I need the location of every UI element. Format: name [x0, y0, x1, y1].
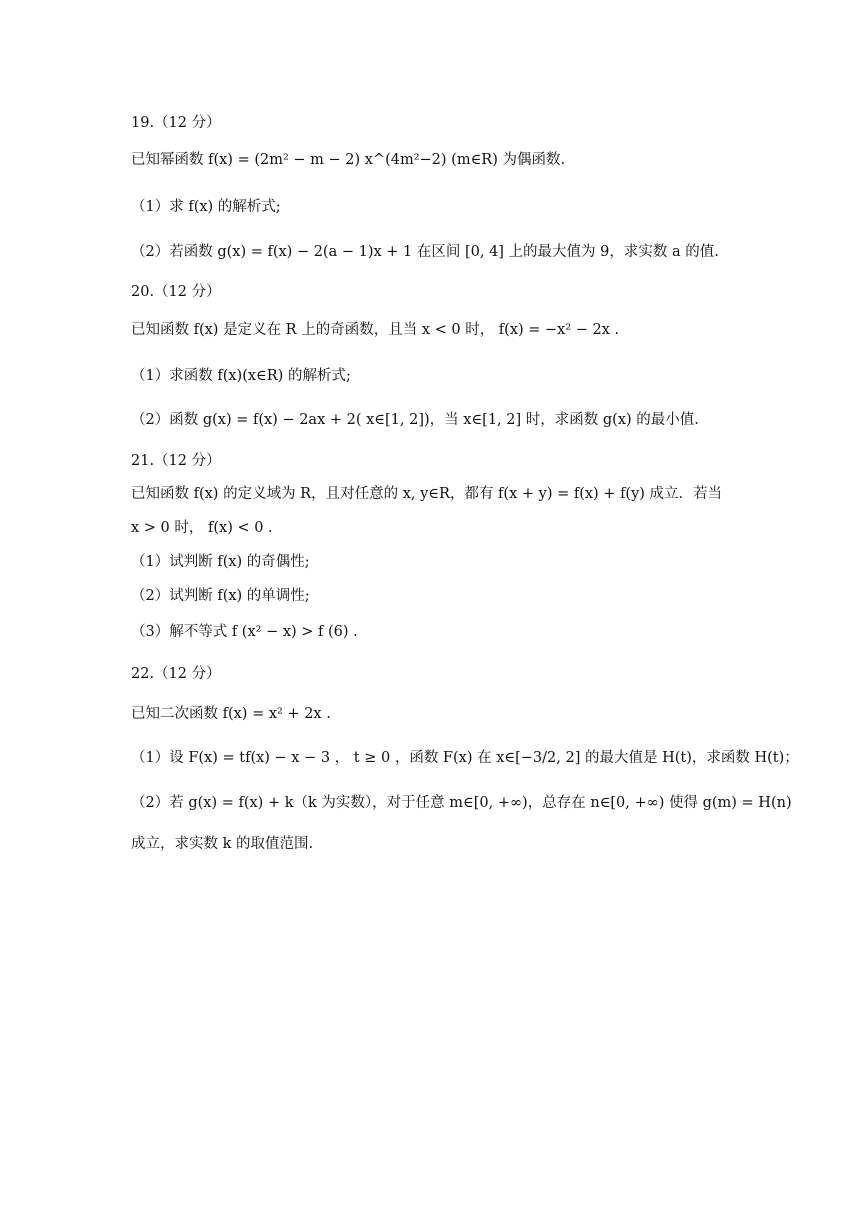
problem-21-part-1: （1）试判断 f(x) 的奇偶性; — [131, 554, 310, 570]
problem-20-part-2: （2）函数 g(x) = f(x) − 2ax + 2( x∈[1, 2])，当 x∈[1, 2] 时，求函数 g(x) 的最小值. — [131, 412, 699, 428]
problem-21-part-3: （3）解不等式 f (x² − x) > f (6) . — [131, 624, 358, 640]
problem-21-part-2: （2）试判断 f(x) 的单调性; — [131, 588, 310, 604]
problem-22-part-2-continued: 成立，求实数 k 的取值范围. — [131, 836, 314, 852]
problem-21-stem: 已知函数 f(x) 的定义域为 R，且对任意的 x, y∈R，都有 f(x + y) = f(x) + f(y) 成立．若当 — [131, 486, 723, 502]
problem-20-header: 20.（12 分） — [131, 284, 221, 300]
problem-22-part-2: （2）若 g(x) = f(x) + k（k 为实数），对于任意 m∈[0, +∞)，总存在 n∈[0, +∞) 使得 g(m) = H(n) — [131, 795, 792, 811]
problem-20-part-1: （1）求函数 f(x)(x∈R) 的解析式; — [131, 368, 351, 384]
problem-22-header: 22.（12 分） — [131, 666, 221, 682]
problem-22-part-1: （1）设 F(x) = tf(x) − x − 3 ， t ≥ 0 ，函数 F(x) 在 x∈[−3/2, 2] 的最大值是 H(t)，求函数 H(t)； — [131, 750, 799, 766]
problem-19-part-1: （1）求 f(x) 的解析式; — [131, 199, 281, 215]
problem-19-stem: 已知幂函数 f(x) = (2m² − m − 2) x^(4m²−2) (m∈R) 为偶函数. — [131, 152, 566, 168]
problem-20-stem: 已知函数 f(x) 是定义在 R 上的奇函数，且当 x < 0 时， f(x) = −x² − 2x . — [131, 322, 620, 338]
problem-21-header: 21.（12 分） — [131, 453, 221, 469]
problem-22-stem: 已知二次函数 f(x) = x² + 2x . — [131, 706, 331, 722]
problem-19-part-2: （2）若函数 g(x) = f(x) − 2(a − 1)x + 1 在区间 [0, 4] 上的最大值为 9，求实数 a 的值. — [131, 244, 719, 260]
problem-19-header: 19.（12 分） — [131, 115, 221, 131]
problem-21-stem-continued: x > 0 时， f(x) < 0 . — [131, 520, 273, 536]
